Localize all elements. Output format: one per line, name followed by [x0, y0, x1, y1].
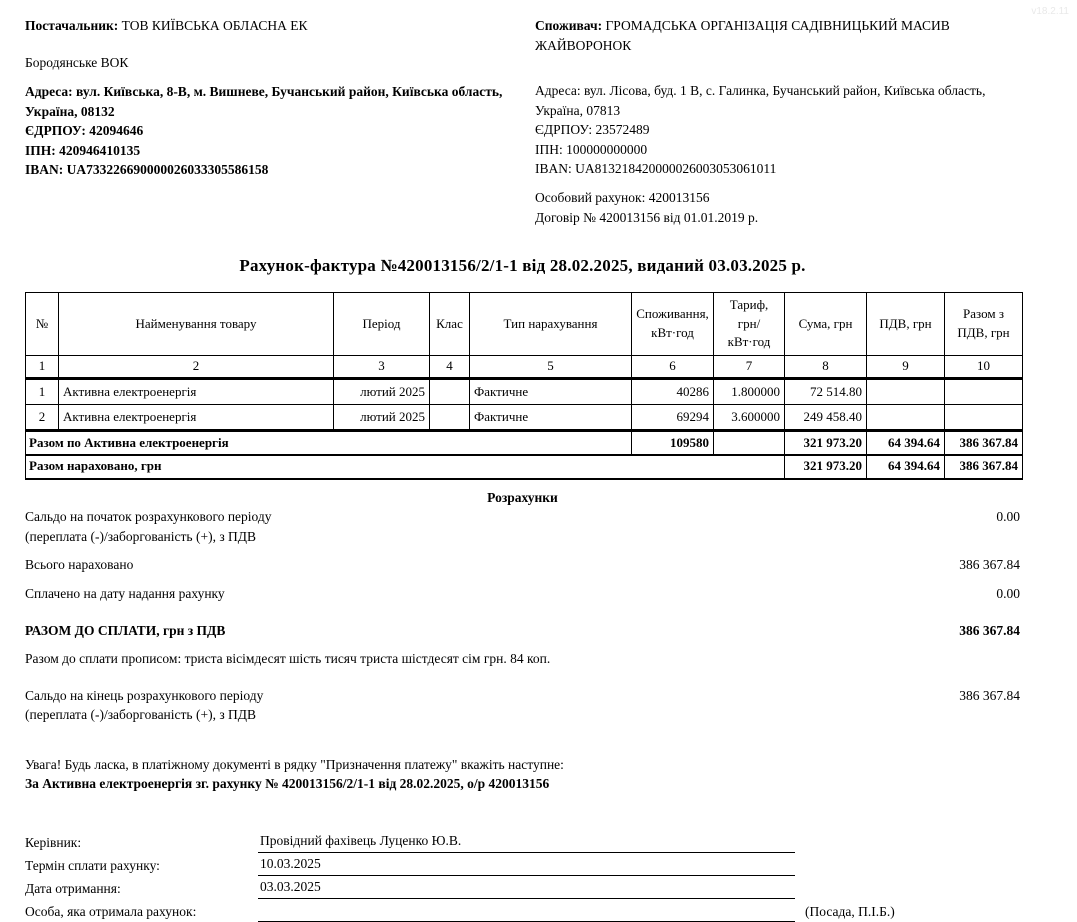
colnum-4: 4 [430, 356, 470, 379]
supplier-edrpou: ЄДРПОУ: 42094646 [25, 123, 144, 139]
row-consumption: 69294 [632, 405, 714, 431]
total-group-total: 386 367.84 [945, 431, 1023, 455]
paid-label: Сплачено на дату надання рахунку [25, 585, 225, 601]
accrued-line [25, 555, 1020, 575]
consumer-block [535, 16, 1005, 227]
row-sum: 249 458.40 [785, 405, 867, 431]
amount-in-words: Разом до сплати прописом: триста вісімдесят шість тисяч триста шістдесят сім грн. 84 коп. [25, 651, 551, 667]
balance-end-value: 386 367.84 [959, 687, 1020, 703]
balance-end-label: Сальдо на кінець розрахункового періоду [25, 687, 264, 703]
row-tariff: 3.600000 [714, 405, 785, 431]
balance-start-value: 0.00 [996, 509, 1020, 525]
supplier-label: Постачальник: [25, 18, 119, 33]
due-date-row [25, 853, 1020, 876]
consumer-account: Особовий рахунок: 420013156 [535, 189, 710, 205]
supplier-details [25, 82, 507, 180]
supplier-line [25, 16, 507, 36]
row-class [430, 405, 470, 431]
total-group-vat: 64 394.64 [867, 431, 945, 455]
version-watermark: v18.2.11 [1031, 6, 1069, 17]
received-date-label: Дата отримання: [25, 881, 121, 897]
invoice-table [25, 292, 1023, 480]
consumer-address: Адреса: вул. Лісова, буд. 1 В, с. Галинка, Бучанський район, Київська область, Україна, 07813 [535, 83, 986, 118]
consumer-edrpou: ЄДРПОУ: 23572489 [535, 122, 650, 138]
row-type: Фактичне [470, 405, 632, 431]
manager-row [25, 830, 1020, 853]
total-accrued-total: 386 367.84 [945, 455, 1023, 479]
row-total [945, 379, 1023, 405]
colnum-1: 1 [26, 356, 59, 379]
total-group-tariff [714, 431, 785, 455]
manager-signature-line: Провідний фахівець Луценко Ю.В. [258, 831, 795, 853]
row-total [945, 405, 1023, 431]
total-group-row [26, 431, 1023, 455]
col-header-period: Період [334, 292, 430, 356]
receiver-label: Особа, яка отримала рахунок: [25, 904, 197, 920]
total-group-sum: 321 973.20 [785, 431, 867, 455]
supplier-branch: Бородянське ВОК [25, 54, 129, 70]
accrued-label: Всього нараховано [25, 557, 134, 573]
row-sum: 72 514.80 [785, 379, 867, 405]
colnum-8: 8 [785, 356, 867, 379]
paid-line [25, 584, 1020, 604]
total-group-consumption: 109580 [632, 431, 714, 455]
consumer-details [535, 81, 1005, 179]
supplier-ipn: ІПН: 420946410135 [25, 142, 141, 158]
colnum-2: 2 [59, 356, 334, 379]
consumer-iban: IBAN: UA813218420000026003053061011 [535, 161, 777, 177]
received-date-line: 03.03.2025 [258, 877, 795, 899]
supplier-iban: IBAN: UA733226690000026033305586158 [25, 162, 269, 178]
colnum-7: 7 [714, 356, 785, 379]
paid-value: 0.00 [996, 585, 1020, 601]
balance-end-sub: (переплата (-)/заборгованість (+), з ПДВ [25, 707, 256, 723]
total-due-line [25, 621, 1020, 641]
consumer-contract: Договір № 420013156 від 01.01.2019 р. [535, 209, 759, 225]
balance-end-line [25, 686, 1020, 706]
supplier-address: Адреса: вул. Київська, 8-В, м. Вишневе, Бучанський район, Київська область, Україна, 08132 [25, 84, 503, 119]
consumer-name: ГРОМАДСЬКА ОРГАНІЗАЦІЯ САДІВНИЦЬКИЙ МАСИВ ЖАЙВОРОНОК [535, 18, 950, 53]
due-date-line: 10.03.2025 [258, 854, 795, 876]
colnum-10: 10 [945, 356, 1023, 379]
attention-block [25, 755, 1020, 794]
col-header-sum: Сума, грн [785, 292, 867, 356]
due-date-label: Термін сплати рахунку: [25, 858, 160, 874]
supplier-name: ТОВ КИЇВСЬКА ОБЛАСНА ЕК [121, 18, 308, 33]
total-accrued-sum: 321 973.20 [785, 455, 867, 479]
total-accrued-vat: 64 394.64 [867, 455, 945, 479]
consumer-line [535, 16, 1005, 55]
receiver-signature-line [258, 903, 795, 922]
accrued-value: 386 367.84 [959, 557, 1020, 573]
calculations-heading: Розрахунки [487, 489, 558, 505]
col-header-vat: ПДВ, грн [867, 292, 945, 356]
balance-start-line [25, 507, 1020, 527]
row-name: Активна електроенергія [59, 379, 334, 405]
row-tariff: 1.800000 [714, 379, 785, 405]
signature-section [25, 830, 1020, 922]
row-num: 2 [26, 405, 59, 431]
table-row [26, 405, 1023, 431]
col-header-name: Найменування товару [59, 292, 334, 356]
total-due-label: РАЗОМ ДО СПЛАТИ, грн з ПДВ [25, 622, 226, 638]
row-type: Фактичне [470, 379, 632, 405]
row-num: 1 [26, 379, 59, 405]
total-group-label: Разом по Активна електроенергія [26, 431, 632, 455]
col-header-num: № [26, 292, 59, 356]
supplier-block [25, 16, 507, 180]
row-period: лютий 2025 [334, 405, 430, 431]
invoice-title: Рахунок-фактура №420013156/2/1-1 від 28.02.2025, виданий 03.03.2025 р. [239, 256, 806, 276]
row-class [430, 379, 470, 405]
attention-line1: Увага! Будь ласка, в платіжному документі в рядку "Призначення платежу" вкажіть наступне: [25, 756, 564, 772]
consumer-ipn: ІПН: 100000000000 [535, 141, 648, 157]
table-row [26, 379, 1023, 405]
consumer-label: Споживач: [535, 18, 603, 33]
consumer-account-block [535, 188, 1005, 227]
col-header-consumption: Споживання, кВт·год [632, 292, 714, 356]
balance-start-sub: (переплата (-)/заборгованість (+), з ПДВ [25, 528, 256, 544]
row-vat [867, 379, 945, 405]
row-name: Активна електроенергія [59, 405, 334, 431]
attention-line2: За Активна електроенергія зг. рахунку № 420013156/2/1-1 від 28.02.2025, о/р 420013156 [25, 776, 550, 792]
parties-header [25, 16, 1020, 227]
colnum-3: 3 [334, 356, 430, 379]
total-due-value: 386 367.84 [959, 622, 1020, 638]
received-date-row [25, 876, 1020, 899]
col-header-class: Клас [430, 292, 470, 356]
receiver-note: (Посада, П.І.Б.) [805, 904, 895, 920]
row-period: лютий 2025 [334, 379, 430, 405]
colnum-5: 5 [470, 356, 632, 379]
total-accrued-label: Разом нараховано, грн [26, 455, 785, 479]
manager-label: Керівник: [25, 835, 82, 851]
column-numbers-row [26, 356, 1023, 379]
total-accrued-row [26, 455, 1023, 479]
col-header-tariff: Тариф, грн/кВт·год [714, 292, 785, 356]
table-header-row [26, 292, 1023, 356]
col-header-type: Тип нарахування [470, 292, 632, 356]
balance-start-label: Сальдо на початок розрахункового періоду [25, 509, 272, 525]
receiver-row [25, 899, 1020, 922]
col-header-total: Разом з ПДВ, грн [945, 292, 1023, 356]
row-vat [867, 405, 945, 431]
colnum-9: 9 [867, 356, 945, 379]
colnum-6: 6 [632, 356, 714, 379]
row-consumption: 40286 [632, 379, 714, 405]
